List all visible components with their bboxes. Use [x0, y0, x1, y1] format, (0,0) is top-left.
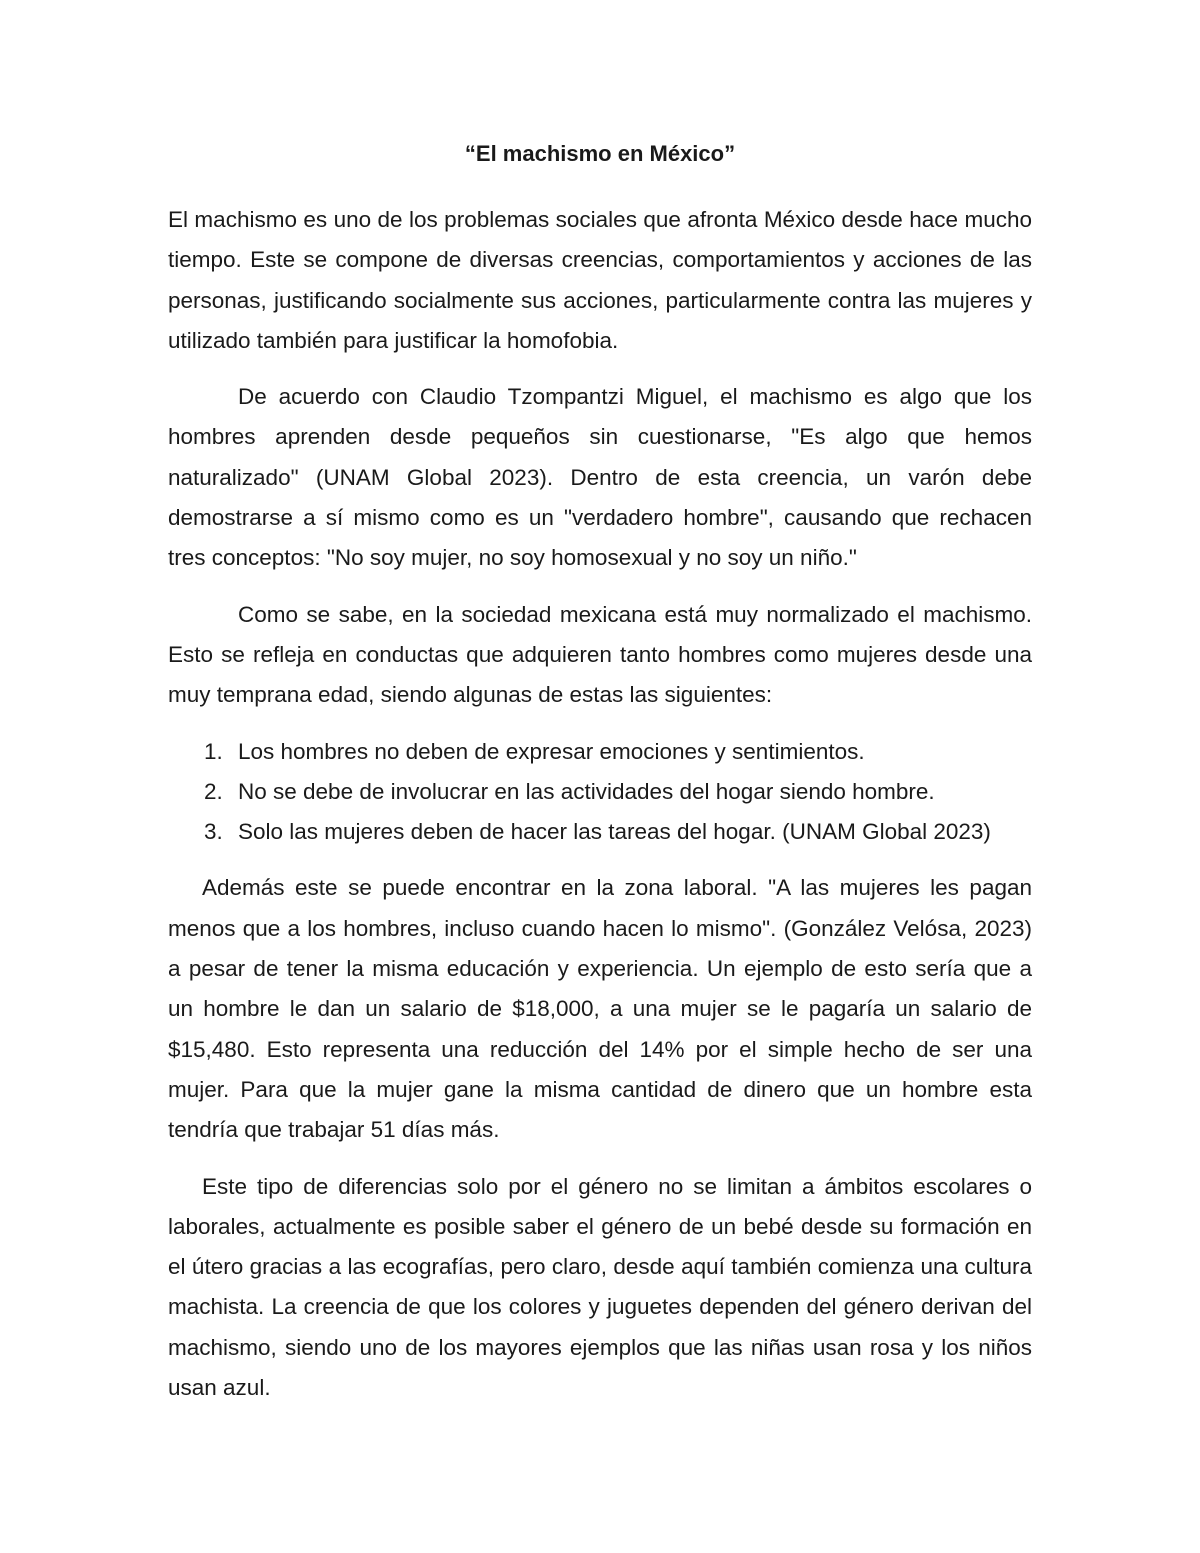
list-item [168, 812, 1032, 852]
numbered-list [168, 732, 1032, 853]
list-item-text: Solo las mujeres deben de hacer las tareas del hogar. (UNAM Global 2023) [238, 819, 991, 845]
paragraph-tzompantzi: De acuerdo con Claudio Tzompantzi Miguel, el machismo es algo que los hombres aprenden desde pequeños sin cuestionarse, "Es algo que hemos naturalizado" (UNAM Global 2023). Dentro de esta creencia, un varón debe demostrarse a sí mismo como es un "verdadero hombre", causando que rechacen tres conceptos: "No soy mujer, no soy homosexual y no soy un niño." [168, 384, 1032, 571]
list-item-number: 3. [204, 819, 223, 845]
list-item [168, 732, 1032, 772]
document-title: “El machismo en México” [464, 141, 736, 166]
paragraph-genero: Este tipo de diferencias solo por el género no se limitan a ámbitos escolares o laborales, actualmente es posible saber el género de un bebé desde su formación en el útero gracias a las ecografías, pero claro, desde aquí también comienza una cultura machista. La creencia de que los colores y juguetes dependen del género derivan del machismo, siendo uno de los mayores ejemplos que las niñas usan rosa y los niños usan azul. [168, 1173, 1032, 1401]
list-item [168, 772, 1032, 812]
paragraph-laboral: Además este se puede encontrar en la zona laboral. "A las mujeres les pagan menos que a los hombres, incluso cuando hacen lo mismo". (González Velósa, 2023) a pesar de tener la misma educación y experiencia. Un ejemplo de esto sería que a un hombre le dan un salario de $18,000, a una mujer se le pagaría un salario de $15,480. Esto representa una reducción del 14% por el simple hecho de ser una mujer. Para que la mujer gane la misma cantidad de dinero que un hombre esta tendría que trabajar 51 días más. [168, 875, 1032, 1143]
paragraph-intro: El machismo es uno de los problemas sociales que afronta México desde hace mucho tiempo. Este se compone de diversas creencias, comportamientos y acciones de las personas, justificando socialmente sus acciones, particularmente contra las mujeres y utilizado también para justificar la homofobia. [168, 207, 1032, 353]
list-item-text: No se debe de involucrar en las actividades del hogar siendo hombre. [238, 778, 935, 804]
paragraph-normalizado: Como se sabe, en la sociedad mexicana está muy normalizado el machismo. Esto se refleja en conductas que adquieren tanto hombres como mujeres desde una muy temprana edad, siendo algunas de estas las siguientes: [168, 601, 1032, 708]
list-item-text: Los hombres no deben de expresar emociones y sentimientos. [238, 738, 865, 764]
list-item-number: 1. [204, 738, 223, 764]
list-item-number: 2. [204, 778, 223, 804]
